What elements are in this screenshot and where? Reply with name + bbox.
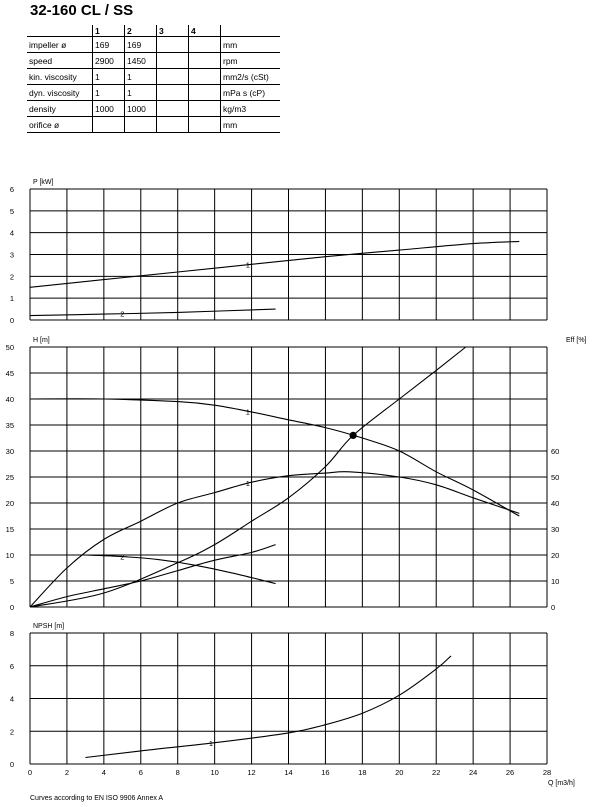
curve-label: 2 [120, 309, 125, 319]
y-tick-label: 6 [9, 185, 14, 194]
x-tick-label: 10 [210, 768, 219, 777]
curve-1 [85, 656, 451, 758]
curve-label: 2 [120, 552, 125, 562]
y-tick-label: 5 [9, 206, 14, 216]
y-tick-label: 1 [9, 294, 14, 304]
curve-label: 1 [208, 739, 214, 749]
param-label: density [27, 101, 93, 117]
x-tick-label: 8 [175, 768, 180, 777]
y-tick-label: 2 [9, 272, 14, 282]
y-tick-label: 0 [9, 316, 14, 325]
param-unit: kg/m3 [221, 101, 281, 117]
y2-tick-label: 40 [551, 499, 560, 508]
y2-tick-label: 0 [551, 603, 556, 612]
y-axis-label: P [kW] [33, 179, 54, 186]
y2-tick-label: 60 [551, 447, 560, 456]
y-tick-label: 5 [9, 577, 14, 586]
curves-standard-note: Curves according to EN ISO 9906 Annex A [30, 795, 164, 802]
y-tick-label: 35 [5, 421, 14, 430]
param-unit: mm2/s (cSt) [221, 69, 281, 85]
params-header-col: 2 [125, 25, 157, 37]
x-tick-label: 6 [138, 768, 143, 777]
pump-model-title: 32-160 CL / SS [30, 2, 134, 19]
efficiency-curve-label: 1 [245, 479, 250, 489]
y2-tick-label: 20 [551, 551, 560, 560]
y2-tick-label: 30 [551, 525, 560, 534]
params-header-col: 1 [93, 25, 125, 37]
y-tick-label: 25 [5, 473, 14, 482]
y2-tick-label: 10 [551, 577, 560, 586]
x-tick-label: 24 [468, 768, 478, 777]
x-tick-label: 0 [27, 768, 33, 777]
param-label: impeller ø [27, 37, 93, 53]
y2-axis-label: Eff [%] [566, 337, 587, 344]
y-tick-label: 50 [5, 343, 14, 352]
x-tick-label: 22 [432, 768, 441, 777]
x-tick-label: 4 [101, 768, 106, 777]
param-value: 1 [125, 69, 157, 85]
y-tick-label: 2 [9, 727, 14, 737]
y2-tick-label: 50 [551, 473, 560, 482]
x-tick-label: 16 [321, 768, 330, 777]
y-tick-label: 45 [5, 369, 14, 378]
x-tick-label: 20 [395, 768, 404, 777]
y-tick-label: 20 [5, 499, 14, 508]
operating-point-marker [350, 432, 357, 439]
y-tick-label: 4 [9, 228, 14, 238]
param-value: 169 [93, 37, 125, 53]
x-tick-label: 2 [64, 768, 70, 777]
y-tick-label: 3 [9, 250, 14, 260]
y-tick-label: 15 [5, 525, 14, 534]
param-label: orifice ø [27, 117, 93, 133]
param-label: dyn. viscosity [27, 85, 93, 101]
param-unit: mm [221, 37, 281, 53]
y-tick-label: 6 [9, 661, 14, 671]
y-tick-label: 4 [9, 694, 14, 704]
curve-label: 1 [245, 260, 250, 270]
y-axis-label: NPSH [m] [33, 623, 65, 630]
y-tick-label: 30 [5, 447, 14, 456]
param-value: 1000 [125, 101, 157, 117]
y-tick-label: 40 [5, 395, 14, 404]
x-tick-label: 26 [505, 768, 515, 777]
y-tick-label: 8 [9, 629, 14, 638]
param-value: 1000 [93, 101, 125, 117]
param-label: kin. viscosity [27, 69, 93, 85]
param-value: 169 [125, 37, 157, 53]
param-unit: rpm [221, 53, 281, 69]
y-axis-label: H [m] [33, 337, 50, 344]
param-unit: mm [221, 117, 281, 133]
param-unit: mPa s (cP) [221, 85, 281, 101]
param-value: 1 [125, 85, 157, 101]
param-label: speed [27, 53, 93, 69]
param-value: 1 [93, 85, 125, 101]
param-value: 1 [93, 69, 125, 85]
y-tick-label: 10 [5, 551, 14, 560]
x-tick-label: 18 [358, 768, 367, 777]
x-tick-label: 12 [247, 768, 256, 777]
x-tick-label: 28 [542, 768, 552, 777]
params-header-col: 4 [189, 25, 221, 37]
y-tick-label: 0 [9, 760, 14, 769]
x-axis-label: Q [m3/h] [548, 780, 575, 787]
curve-label: 1 [245, 407, 250, 417]
param-value: 1450 [125, 53, 157, 69]
param-value: 2900 [93, 53, 125, 69]
params-header-col: 3 [157, 25, 189, 37]
y-tick-label: 0 [9, 603, 14, 612]
x-tick-label: 14 [284, 768, 293, 777]
